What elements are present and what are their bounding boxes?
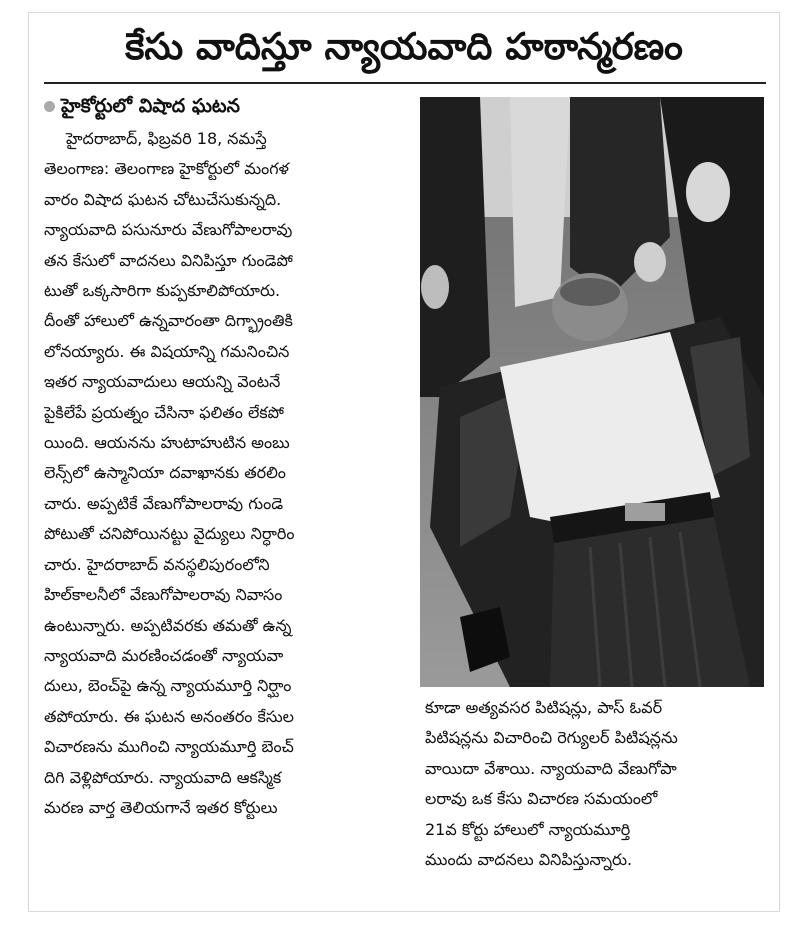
column-1-line: న్యాయవాది పసునూరు వేణుగోపాలరావు <box>44 220 293 240</box>
column-1-line: చారు. అప్పటికే వేణుగోపాలరావు గుండె <box>44 493 284 513</box>
column-1-line: టుతో ఒక్కసారిగా కుప్పకూలిపోయారు. <box>44 281 281 301</box>
column-1-line: చారు. హైదరాబాద్ వనస్థలిపురంలోని <box>44 554 270 574</box>
column-1-line: ఇతర న్యాయవాదులు ఆయన్ని వెంటనే <box>44 372 281 392</box>
article-column-2 <box>425 693 765 875</box>
column-2-line: లరావు ఒక కేసు విచారణ సమయంలో <box>425 789 658 809</box>
article-headline: కేసు వాదిస్తూ న్యాయవాది హఠాన్మరణం <box>125 25 683 68</box>
column-1-line: విచారణను ముగించి న్యాయమూర్తి బెంచ్ <box>44 737 294 757</box>
column-1-line: తపోయారు. ఈ ఘటన అనంతరం కేసుల <box>44 706 294 726</box>
column-1-line: ఉంటున్నారు. అప్పటివరకు తమతో ఉన్న <box>44 615 292 635</box>
column-2-line: వాయిదా వేశాయి. న్యాయవాది వేణుగోపా <box>425 758 677 778</box>
bullet-icon <box>44 101 55 112</box>
article-subheadline <box>44 92 404 120</box>
column-1-line: పోటుతో చనిపోయినట్టు వైద్యులు నిర్ధారిం <box>44 524 295 544</box>
column-2-line: కూడా అత్యవసర పిటిషన్లు, పాస్ ఓవర్ <box>425 698 663 717</box>
column-1-line: దిగి వెళ్లిపోయారు. న్యాయవాది ఆకస్మిక <box>44 767 282 787</box>
photo-illustration <box>420 97 764 687</box>
column-1-line: మరణ వార్త తెలియగానే ఇతర కోర్టులు <box>44 797 278 817</box>
column-2-line: 21వ కోర్టు హాలులో న్యాయమూర్తి <box>425 819 631 839</box>
column-1-line: దులు, బెంచ్‌పై ఉన్న న్యాయమూర్తి నిర్ఘాం <box>44 676 292 696</box>
column-2-line: ముందు వాదనలు వినిపిస్తున్నారు. <box>425 850 633 870</box>
column-1-line: హిల్‌కాలనీలో వేణుగోపాలరావు నివాసం <box>44 585 283 605</box>
headline-rule <box>44 82 766 84</box>
column-1-line: తెలంగాణ: తెలంగాణ హైకోర్టులో మంగళ <box>44 159 289 179</box>
column-1-line: తన కేసులో వాదనలు వినిపిస్తూ గుండెపో <box>44 250 293 270</box>
column-1-line: వారం విషాద ఘటన చోటుచేసుకున్నది. <box>44 189 282 209</box>
article-column-1 <box>44 124 394 823</box>
column-1-line: హైదరాబాద్, ఫిబ్రవరి 18, నమస్తే <box>66 129 267 148</box>
column-2-line: పిటిషన్లను విచారించి రెగ్యులర్ పిటిషన్లను <box>425 728 678 748</box>
column-1-line: న్యాయవాది మరణించడంతో న్యాయవా <box>44 645 284 665</box>
subheadline-text: హైకోర్టులో విషాద ఘటన <box>61 95 240 117</box>
column-1-line: దీంతో హాలులో ఉన్నవారంతా దిగ్భ్రాంతికి <box>44 311 293 331</box>
column-1-line: పైకిలేపే ప్రయత్నం చేసినా ఫలితం లేకపో <box>44 402 284 422</box>
news-photo <box>420 97 764 687</box>
column-1-line: లోనయ్యారు. ఈ విషయాన్ని గమనించిన <box>44 341 290 361</box>
column-1-line: లెన్స్‌లో ఉస్మానియా దవాఖానకు తరలిం <box>44 463 286 483</box>
column-1-line: యింది. ఆయనను హుటాహుటిన అంబు <box>44 433 290 453</box>
